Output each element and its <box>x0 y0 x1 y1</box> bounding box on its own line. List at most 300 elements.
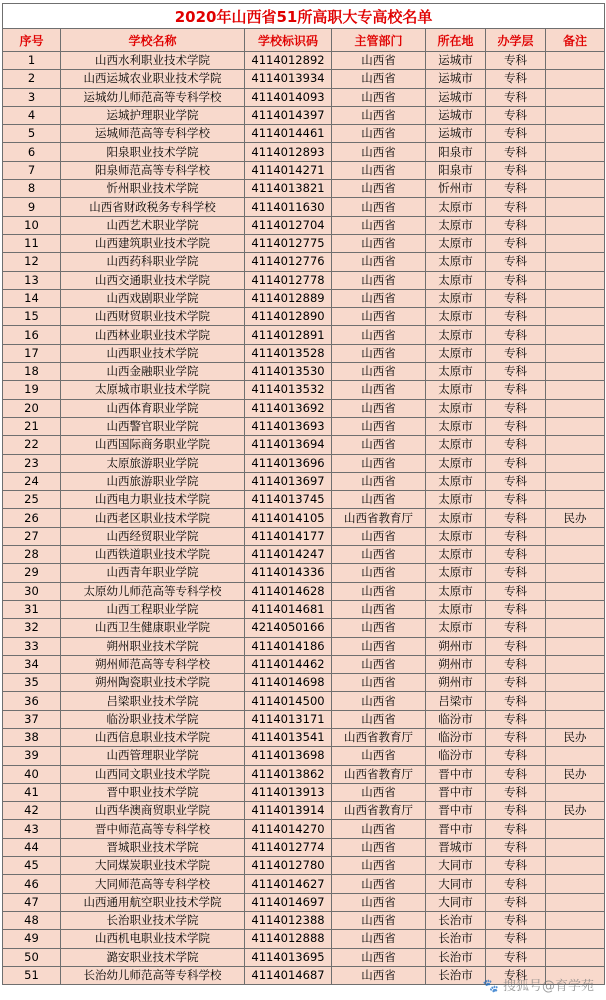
table-cell: 山西省 <box>332 930 426 948</box>
table-cell: 4114013934 <box>245 70 332 88</box>
table-cell: 临汾市 <box>426 710 486 728</box>
table-cell: 8 <box>3 180 61 198</box>
table-cell: 专科 <box>486 765 546 783</box>
table-cell: 4114012780 <box>245 857 332 875</box>
table-cell <box>546 619 605 637</box>
table-cell: 41 <box>3 783 61 801</box>
table-cell: 27 <box>3 527 61 545</box>
table-cell: 48 <box>3 911 61 929</box>
table-row <box>3 363 605 381</box>
table-cell: 专科 <box>486 381 546 399</box>
table-cell: 山西省 <box>332 911 426 929</box>
table-cell: 山西华澳商贸职业学院 <box>61 802 245 820</box>
table-cell: 4114013914 <box>245 802 332 820</box>
table-cell: 晋中市 <box>426 765 486 783</box>
table-cell: 阳泉职业技术学院 <box>61 143 245 161</box>
table-cell: 山西交通职业技术学院 <box>61 271 245 289</box>
table-cell: 运城市 <box>426 88 486 106</box>
table-cell: 太原市 <box>426 216 486 234</box>
table-cell: 山西省 <box>332 216 426 234</box>
table-row <box>3 655 605 673</box>
table-cell: 山西警官职业学院 <box>61 417 245 435</box>
table-cell: 47 <box>3 893 61 911</box>
table-cell: 专科 <box>486 436 546 454</box>
table-cell: 4114012774 <box>245 838 332 856</box>
table-cell: 44 <box>3 838 61 856</box>
table-cell <box>546 125 605 143</box>
table-row <box>3 454 605 472</box>
table-cell <box>546 600 605 618</box>
table-cell: 4114014247 <box>245 546 332 564</box>
table-cell: 山西省 <box>332 180 426 198</box>
table-cell: 专科 <box>486 125 546 143</box>
table-cell: 太原幼儿师范高等专科学校 <box>61 582 245 600</box>
table-cell: 5 <box>3 125 61 143</box>
table-cell: 山西省 <box>332 820 426 838</box>
table-cell: 大同师范高等专科学校 <box>61 875 245 893</box>
table-cell: 山西药科职业学院 <box>61 253 245 271</box>
table-cell <box>546 546 605 564</box>
table-cell: 太原市 <box>426 253 486 271</box>
table-cell: 37 <box>3 710 61 728</box>
table-cell: 山西省 <box>332 600 426 618</box>
table-cell: 专科 <box>486 161 546 179</box>
table-cell: 4114013695 <box>245 948 332 966</box>
table-cell: 运城市 <box>426 106 486 124</box>
table-row <box>3 710 605 728</box>
table-cell: 23 <box>3 454 61 472</box>
table-cell: 阳泉市 <box>426 161 486 179</box>
table-cell <box>546 52 605 70</box>
table-row <box>3 783 605 801</box>
table-row <box>3 381 605 399</box>
table-cell <box>546 216 605 234</box>
table-cell <box>546 655 605 673</box>
table-cell: 4114014105 <box>245 509 332 527</box>
table-cell: 山西体育职业学院 <box>61 399 245 417</box>
table-cell: 专科 <box>486 344 546 362</box>
table-cell: 专科 <box>486 655 546 673</box>
table-cell: 山西水利职业技术学院 <box>61 52 245 70</box>
table-cell: 山西省 <box>332 436 426 454</box>
table-cell: 山西省 <box>332 674 426 692</box>
table-cell: 专科 <box>486 875 546 893</box>
table-cell: 4114013913 <box>245 783 332 801</box>
table-cell: 山西省 <box>332 143 426 161</box>
table-cell: 太原市 <box>426 271 486 289</box>
table-cell <box>546 180 605 198</box>
table-cell: 4114012704 <box>245 216 332 234</box>
table-cell: 山西省财政税务专科学校 <box>61 198 245 216</box>
table-row <box>3 857 605 875</box>
table-row <box>3 253 605 271</box>
table-cell: 4114012776 <box>245 253 332 271</box>
table-cell: 4114014687 <box>245 966 332 984</box>
table-cell: 山西同文职业技术学院 <box>61 765 245 783</box>
table-row <box>3 948 605 966</box>
table-cell <box>546 308 605 326</box>
table-cell: 13 <box>3 271 61 289</box>
table-cell: 临汾职业技术学院 <box>61 710 245 728</box>
table-row <box>3 308 605 326</box>
table-cell: 46 <box>3 875 61 893</box>
table-cell: 山西省 <box>332 253 426 271</box>
table-cell: 长治市 <box>426 911 486 929</box>
table-cell: 太原市 <box>426 399 486 417</box>
table-row <box>3 88 605 106</box>
table-cell: 大同市 <box>426 875 486 893</box>
table-cell: 4114012775 <box>245 234 332 252</box>
table-cell: 山西省 <box>332 308 426 326</box>
table-cell: 4114013862 <box>245 765 332 783</box>
table-cell <box>546 783 605 801</box>
table-cell: 山西省 <box>332 875 426 893</box>
table-cell: 专科 <box>486 674 546 692</box>
table-cell: 专科 <box>486 527 546 545</box>
header-cell: 办学层 <box>486 29 546 52</box>
table-cell: 45 <box>3 857 61 875</box>
table-cell: 山西铁道职业技术学院 <box>61 546 245 564</box>
table-cell: 10 <box>3 216 61 234</box>
table-cell: 专科 <box>486 637 546 655</box>
table-cell: 4114013171 <box>245 710 332 728</box>
table-cell <box>546 289 605 307</box>
table-cell: 专科 <box>486 106 546 124</box>
table-cell: 4114012891 <box>245 326 332 344</box>
table-row <box>3 911 605 929</box>
table-cell: 专科 <box>486 600 546 618</box>
table-cell: 39 <box>3 747 61 765</box>
table-cell: 晋城市 <box>426 838 486 856</box>
table-row <box>3 930 605 948</box>
header-cell: 学校标识码 <box>245 29 332 52</box>
table-cell: 4114013821 <box>245 180 332 198</box>
table-cell: 专科 <box>486 546 546 564</box>
table-cell: 山西省 <box>332 326 426 344</box>
table-cell: 4114014627 <box>245 875 332 893</box>
table-cell: 山西戏剧职业学院 <box>61 289 245 307</box>
table-cell: 2 <box>3 70 61 88</box>
table-cell <box>546 747 605 765</box>
table-row <box>3 344 605 362</box>
table-cell: 山西省 <box>332 289 426 307</box>
table-cell: 阳泉师范高等专科学校 <box>61 161 245 179</box>
table-cell: 山西旅游职业学院 <box>61 472 245 490</box>
table-cell <box>546 381 605 399</box>
table-cell: 4114012388 <box>245 911 332 929</box>
header-cell: 备注 <box>546 29 605 52</box>
watermark-text: 搜狐号@育学苑 <box>502 979 594 994</box>
table-row <box>3 875 605 893</box>
table-cell: 山西国际商务职业学院 <box>61 436 245 454</box>
paw-icon: 🐾 <box>482 979 499 994</box>
table-cell <box>546 234 605 252</box>
table-cell: 大同市 <box>426 857 486 875</box>
table-cell: 51 <box>3 966 61 984</box>
table-cell: 山西工程职业学院 <box>61 600 245 618</box>
table-cell: 山西省 <box>332 857 426 875</box>
title-row <box>3 4 605 29</box>
table-cell: 22 <box>3 436 61 454</box>
table-row <box>3 436 605 454</box>
table-cell: 4114013693 <box>245 417 332 435</box>
table-cell: 17 <box>3 344 61 362</box>
table-cell: 山西省 <box>332 344 426 362</box>
table-cell: 4114012778 <box>245 271 332 289</box>
table-cell: 3 <box>3 88 61 106</box>
table-row <box>3 728 605 746</box>
table-row <box>3 564 605 582</box>
table-cell: 太原市 <box>426 509 486 527</box>
table-cell: 晋城职业技术学院 <box>61 838 245 856</box>
table-cell: 专科 <box>486 911 546 929</box>
table-cell: 运城护理职业学院 <box>61 106 245 124</box>
page-title: 2020年山西省51所高职大专高校名单 <box>3 4 605 29</box>
table-cell: 4114014336 <box>245 564 332 582</box>
table-cell: 山西省 <box>332 692 426 710</box>
table-cell: 朔州职业技术学院 <box>61 637 245 655</box>
table-cell: 朔州市 <box>426 637 486 655</box>
table-cell: 43 <box>3 820 61 838</box>
table-cell: 太原市 <box>426 198 486 216</box>
table-cell: 运城市 <box>426 70 486 88</box>
table-row <box>3 52 605 70</box>
table-cell: 长治市 <box>426 948 486 966</box>
table-cell: 山西职业技术学院 <box>61 344 245 362</box>
table-row <box>3 820 605 838</box>
table-cell: 运城师范高等专科学校 <box>61 125 245 143</box>
table-cell: 38 <box>3 728 61 746</box>
table-cell: 21 <box>3 417 61 435</box>
table-cell: 山西林业职业技术学院 <box>61 326 245 344</box>
table-row <box>3 399 605 417</box>
table-cell: 晋中市 <box>426 802 486 820</box>
table-cell: 专科 <box>486 472 546 490</box>
table-cell <box>546 491 605 509</box>
table-row <box>3 472 605 490</box>
table-cell: 专科 <box>486 70 546 88</box>
table-cell: 山西省 <box>332 655 426 673</box>
table-cell: 11 <box>3 234 61 252</box>
table-cell: 太原市 <box>426 344 486 362</box>
table-cell: 山西卫生健康职业学院 <box>61 619 245 637</box>
table-cell: 35 <box>3 674 61 692</box>
table-cell: 29 <box>3 564 61 582</box>
table-cell: 太原市 <box>426 417 486 435</box>
table-cell: 山西省 <box>332 161 426 179</box>
table-cell: 4114013745 <box>245 491 332 509</box>
table-cell: 30 <box>3 582 61 600</box>
table-cell: 长治市 <box>426 930 486 948</box>
table-cell: 山西省 <box>332 838 426 856</box>
table-cell: 山西省 <box>332 106 426 124</box>
table-cell: 山西省教育厅 <box>332 802 426 820</box>
table-cell <box>546 472 605 490</box>
table-cell: 山西信息职业技术学院 <box>61 728 245 746</box>
table-cell: 太原市 <box>426 582 486 600</box>
table-row <box>3 216 605 234</box>
table-cell: 山西省 <box>332 198 426 216</box>
table-cell <box>546 564 605 582</box>
table-cell: 朔州市 <box>426 674 486 692</box>
table-cell: 专科 <box>486 948 546 966</box>
table-cell: 山西省 <box>332 546 426 564</box>
table-cell: 专科 <box>486 253 546 271</box>
table-cell: 太原城市职业技术学院 <box>61 381 245 399</box>
table-cell: 朔州市 <box>426 655 486 673</box>
table-cell: 大同煤炭职业技术学院 <box>61 857 245 875</box>
header-cell: 序号 <box>3 29 61 52</box>
table-cell: 太原市 <box>426 454 486 472</box>
table-cell <box>546 637 605 655</box>
table-row <box>3 527 605 545</box>
table-cell: 专科 <box>486 180 546 198</box>
table-cell: 专科 <box>486 216 546 234</box>
table-cell: 专科 <box>486 692 546 710</box>
table-cell: 晋中市 <box>426 783 486 801</box>
table-cell <box>546 893 605 911</box>
table-cell: 阳泉市 <box>426 143 486 161</box>
table-cell <box>546 253 605 271</box>
table-cell <box>546 454 605 472</box>
table-row <box>3 289 605 307</box>
table-cell: 山西省 <box>332 399 426 417</box>
table-cell: 4114014093 <box>245 88 332 106</box>
table-cell: 山西省 <box>332 491 426 509</box>
table-cell: 山西运城农业职业技术学院 <box>61 70 245 88</box>
table-row <box>3 637 605 655</box>
table-cell: 4114014697 <box>245 893 332 911</box>
table-cell: 4114013698 <box>245 747 332 765</box>
table-cell: 专科 <box>486 747 546 765</box>
table-cell: 16 <box>3 326 61 344</box>
table-cell: 专科 <box>486 234 546 252</box>
table-cell: 4114014628 <box>245 582 332 600</box>
table-cell: 50 <box>3 948 61 966</box>
table-row <box>3 106 605 124</box>
table-cell: 山西省 <box>332 363 426 381</box>
table-cell: 太原市 <box>426 381 486 399</box>
table-cell: 6 <box>3 143 61 161</box>
table-cell: 潞安职业技术学院 <box>61 948 245 966</box>
table-cell: 太原市 <box>426 363 486 381</box>
table-cell: 太原市 <box>426 308 486 326</box>
table-cell: 晋中市 <box>426 820 486 838</box>
table-cell: 山西省 <box>332 417 426 435</box>
table-cell: 19 <box>3 381 61 399</box>
table-cell <box>546 710 605 728</box>
table-row <box>3 692 605 710</box>
header-cell: 所在地 <box>426 29 486 52</box>
table-row <box>3 838 605 856</box>
table-cell: 专科 <box>486 271 546 289</box>
table-cell: 太原市 <box>426 564 486 582</box>
table-cell: 大同市 <box>426 893 486 911</box>
table-row <box>3 70 605 88</box>
table-cell: 专科 <box>486 930 546 948</box>
table-cell: 太原市 <box>426 527 486 545</box>
table-cell: 朔州师范高等专科学校 <box>61 655 245 673</box>
table-cell: 山西省 <box>332 747 426 765</box>
table-cell: 4114012893 <box>245 143 332 161</box>
table-cell: 专科 <box>486 198 546 216</box>
table-cell: 山西建筑职业技术学院 <box>61 234 245 252</box>
table-cell: 专科 <box>486 564 546 582</box>
table-cell: 15 <box>3 308 61 326</box>
table-cell <box>546 198 605 216</box>
table-cell <box>546 326 605 344</box>
table-cell: 太原市 <box>426 472 486 490</box>
table-cell: 36 <box>3 692 61 710</box>
table-cell: 晋中职业技术学院 <box>61 783 245 801</box>
table-cell: 31 <box>3 600 61 618</box>
table-cell <box>546 399 605 417</box>
table-cell: 4114011630 <box>245 198 332 216</box>
table-cell <box>546 857 605 875</box>
table-cell: 4 <box>3 106 61 124</box>
table-cell: 长治幼儿师范高等专科学校 <box>61 966 245 984</box>
table-cell: 4114013696 <box>245 454 332 472</box>
table-cell <box>546 70 605 88</box>
table-cell: 7 <box>3 161 61 179</box>
table-cell <box>546 948 605 966</box>
table-cell: 太原市 <box>426 546 486 564</box>
table-cell: 专科 <box>486 454 546 472</box>
table-cell: 山西省 <box>332 125 426 143</box>
table-cell: 12 <box>3 253 61 271</box>
table-cell <box>546 271 605 289</box>
table-cell: 4114014397 <box>245 106 332 124</box>
table-cell: 山西省 <box>332 70 426 88</box>
table-cell: 山西老区职业技术学院 <box>61 509 245 527</box>
table-cell: 专科 <box>486 893 546 911</box>
table-cell: 民办 <box>546 765 605 783</box>
table-cell: 山西省教育厅 <box>332 509 426 527</box>
table-cell: 山西省 <box>332 381 426 399</box>
table-cell: 临汾市 <box>426 747 486 765</box>
table-cell: 太原市 <box>426 619 486 637</box>
table-cell: 山西省 <box>332 893 426 911</box>
table-cell: 山西省 <box>332 619 426 637</box>
school-list-sheet <box>2 3 604 985</box>
table-cell <box>546 674 605 692</box>
table-cell: 山西通用航空职业技术学院 <box>61 893 245 911</box>
table-cell: 4114013692 <box>245 399 332 417</box>
table-cell: 4114013528 <box>245 344 332 362</box>
table-cell <box>546 161 605 179</box>
table-row <box>3 180 605 198</box>
table-row <box>3 326 605 344</box>
table-cell: 42 <box>3 802 61 820</box>
table-cell <box>546 930 605 948</box>
table-cell: 专科 <box>486 363 546 381</box>
table-cell: 山西青年职业学院 <box>61 564 245 582</box>
table-cell: 26 <box>3 509 61 527</box>
table-cell <box>546 875 605 893</box>
table-cell: 太原市 <box>426 289 486 307</box>
table-cell: 山西艺术职业学院 <box>61 216 245 234</box>
table-cell: 专科 <box>486 88 546 106</box>
table-cell <box>546 106 605 124</box>
header-cell: 学校名称 <box>61 29 245 52</box>
table-row <box>3 125 605 143</box>
school-table <box>2 3 605 985</box>
table-cell: 4114014186 <box>245 637 332 655</box>
table-row <box>3 747 605 765</box>
table-cell: 专科 <box>486 619 546 637</box>
table-cell: 4114014177 <box>245 527 332 545</box>
table-cell <box>546 820 605 838</box>
